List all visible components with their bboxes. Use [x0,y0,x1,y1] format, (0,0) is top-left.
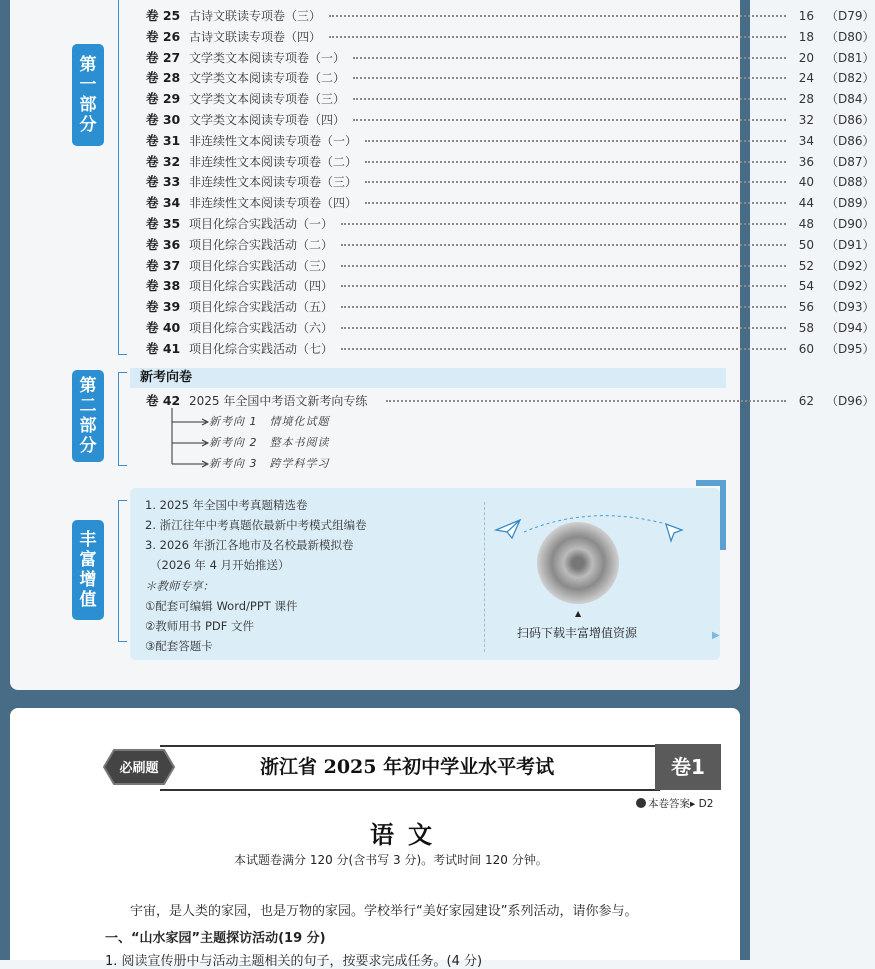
bonus-tab-label: 丰 富 增 值 [79,530,97,610]
toc-row-answer: （D94） [826,321,875,335]
page-edge-arrow-icon: ▶ [712,630,720,641]
bonus-tab [72,520,104,620]
part2-bracket [118,372,127,466]
toc-row-page: 52 [798,258,814,273]
toc-row-leader [353,98,786,100]
part1-bracket [118,0,127,355]
toc-row[interactable] [146,110,875,130]
sub-item-connector [168,408,212,470]
toc-row-page: 60 [798,341,814,356]
toc-row-page: 36 [798,154,814,169]
toc-row-title: 文学类文本阅读专项卷（二） [189,71,346,86]
toc-row-number: 卷 30 [146,112,181,127]
toc-row-answer: （D86） [826,113,875,127]
toc-row-page: 24 [798,71,814,86]
toc-row[interactable] [146,131,875,151]
toc-row-page: 16 [798,9,814,23]
answer-reference [636,796,713,811]
toc-row-leader [365,202,786,204]
toc-row-42[interactable] [146,391,875,411]
bonus-line-2: 2. 浙江往年中考真题依最新中考模式组编卷 [145,518,367,532]
toc-row-page: 56 [798,300,814,315]
toc-row-title: 项目化综合实践活动（六） [189,321,334,335]
toc-row-title: 非连续性文本阅读专项卷（一） [189,133,358,148]
bonus-line-4: （2026 年 4 月开始推送） [150,558,290,572]
brand-badge-logo [100,744,178,790]
toc-row[interactable] [146,214,875,234]
toc-row[interactable] [146,6,875,26]
toc-row-title: 项目化综合实践活动（二） [189,237,334,252]
bonus-line-6: ①配套可编辑 Word/PPT 课件 [145,599,298,613]
toc-row-number: 卷 32 [146,153,181,169]
toc-row-leader [365,140,786,142]
toc-row-answer: （D88） [826,175,875,190]
toc-row-answer: （D82） [826,71,875,86]
toc-row-leader [365,181,786,183]
toc-row-leader [341,327,786,329]
bonus-line-7: ②教师用书 PDF 文件 [145,619,255,633]
toc-row-answer: （D79） [826,9,875,23]
toc-row-number: 卷 36 [146,236,181,252]
toc-row-answer: （D93） [826,300,875,315]
toc-row[interactable] [146,276,875,296]
bonus-line-5: ＊教师专享： [145,579,214,593]
toc-row-title: 非连续性文本阅读专项卷（二） [189,154,358,169]
answer-link-icon [636,798,646,808]
bonus-bracket [118,500,127,642]
sub-item-2: 新考向 2 整本书阅读 [209,436,330,449]
part2-tab-label: 第 二 部 分 [79,376,97,456]
toc-row-leader [341,285,786,287]
toc-row-answer: （D84） [826,92,875,107]
toc-row-number: 卷 33 [146,174,181,190]
toc-row[interactable] [146,318,875,338]
toc-row-page: 50 [798,237,814,252]
toc-row-page: 20 [798,50,814,65]
toc-row-title: 文学类文本阅读专项卷（四） [189,113,346,127]
toc-row-page: 58 [798,321,814,335]
toc-row-page: 18 [798,29,814,44]
qr-pointer-icon: ▲ [575,609,582,618]
toc-row[interactable] [146,27,875,47]
toc-row-number: 卷 26 [146,28,181,44]
toc-row[interactable] [146,256,875,276]
toc-row-title: 文学类文本阅读专项卷（一） [189,50,346,65]
toc-row-number: 卷 42 [146,393,181,408]
toc-row[interactable] [146,48,875,68]
sub-item-3: 新考向 3 跨学科学习 [209,457,330,470]
toc-row-leader [341,244,786,246]
toc-row-leader [353,119,786,121]
toc-row[interactable] [146,152,875,172]
brand-badge-text: 必刷题 [119,761,159,776]
toc-row-leader [353,77,786,79]
toc-row-answer: （D96） [826,394,875,408]
toc-row-leader [353,57,786,59]
answer-reference-text: 本卷答案▸ D2 [648,798,714,810]
toc-row-title: 2025 年全国中考语文新考向专练 [189,394,368,408]
bonus-line-3: 3. 2026 年浙江各地市及名校最新模拟卷 [145,538,354,552]
toc-row-number: 卷 37 [146,257,181,273]
bonus-line-8: ③配套答题卡 [145,639,213,653]
toc-row-title: 项目化综合实践活动（一） [189,217,334,231]
toc-row-number: 卷 35 [146,216,181,231]
sub-item-1: 新考向 1 情境化试题 [209,415,330,428]
toc-row-number: 卷 41 [146,340,181,356]
toc-row-title: 项目化综合实践活动（三） [189,258,334,273]
toc-row[interactable] [146,172,875,192]
exam-note: 本试题卷满分 120 分(含书写 3 分)。考试时间 120 分钟。 [234,853,548,867]
panel-corner-accent-side [720,480,726,550]
part1-tab [72,44,104,146]
toc-row[interactable] [146,68,875,88]
toc-row-answer: （D95） [826,341,875,356]
toc-row-leader [341,265,786,267]
toc-row-leader [341,306,786,308]
toc-row[interactable] [146,89,875,109]
toc-row-number: 卷 40 [146,320,181,335]
toc-row[interactable] [146,297,875,317]
toc-row-answer: （D90） [826,217,875,231]
toc-row-answer: （D81） [826,50,875,65]
section-one-heading: 一、“山水家园”主题探访活动(19 分) [105,931,326,946]
toc-row-page: 48 [798,217,814,231]
toc-row-title: 非连续性文本阅读专项卷（三） [189,175,358,190]
toc-row-answer: （D86） [826,133,875,148]
toc-row-number: 卷 25 [146,8,181,23]
qr-caption: 扫码下载丰富增值资源 [517,626,638,640]
panel-divider [484,502,485,652]
toc-row-answer: （D92） [826,258,875,273]
question-one: 1. 阅读宣传册中与活动主题相关的句子，按要求完成任务。(4 分) [105,954,483,969]
toc-row-page: 32 [798,113,814,127]
toc-row-title: 项目化综合实践活动（七） [189,341,334,356]
toc-row-answer: （D87） [826,154,875,169]
part2-tab [72,370,104,462]
bonus-line-1: 1. 2025 年全国中考真题精选卷 [145,498,308,512]
toc-row-leader [341,348,786,350]
toc-row-number: 卷 29 [146,91,181,107]
toc-row-title: 非连续性文本阅读专项卷（四） [189,196,358,211]
exam-title: 浙江省 2025 年初中学业水平考试 [260,756,555,778]
toc-row-answer: （D92） [826,279,875,294]
toc-row[interactable] [146,193,875,213]
toc-row-title: 古诗文联读专项卷（四） [189,29,322,44]
toc-row-number: 卷 27 [146,49,181,65]
toc-row-number: 卷 34 [146,195,181,211]
toc-row-page: 44 [798,196,814,211]
toc-row-page: 28 [798,92,814,107]
toc-row-title: 项目化综合实践活动（五） [189,300,334,315]
toc-row-answer: （D80） [826,29,875,44]
toc-row-leader [341,223,786,225]
toc-row-number: 卷 39 [146,299,181,315]
toc-row-number: 卷 38 [146,278,181,294]
exam-intro: 宇宙，是人类的家园，也是万物的家园。学校举行“美好家园建设”系列活动，请你参与。 [130,904,638,919]
toc-row-page: 62 [798,394,814,408]
qr-code[interactable] [537,522,619,604]
toc-row-page: 40 [798,175,814,190]
paper-plane-icon [494,518,522,540]
paper-number-tag: 卷1 [655,744,721,790]
subject-heading: 语文 [370,820,446,849]
toc-row-title: 项目化综合实践活动（四） [189,279,334,294]
toc-row-title: 文学类文本阅读专项卷（三） [189,92,346,107]
toc-row-page: 54 [798,279,814,294]
toc-row-leader [386,400,786,402]
toc-row-title: 古诗文联读专项卷（三） [189,9,322,23]
toc-row-leader [365,161,786,163]
toc-row-page: 34 [798,133,814,148]
toc-row[interactable] [146,235,875,255]
toc-row-answer: （D91） [826,237,875,252]
new-direction-header: 新考向卷 [140,370,193,385]
part1-tab-label: 第 一 部 分 [79,55,97,135]
toc-row-leader [329,15,786,17]
new-direction-header-bar [130,368,726,388]
toc-row-number: 卷 31 [146,132,181,148]
toc-row[interactable] [146,339,875,359]
toc-row-leader [329,36,786,38]
toc-row-number: 卷 28 [146,70,181,86]
toc-row-answer: （D89） [826,196,875,211]
